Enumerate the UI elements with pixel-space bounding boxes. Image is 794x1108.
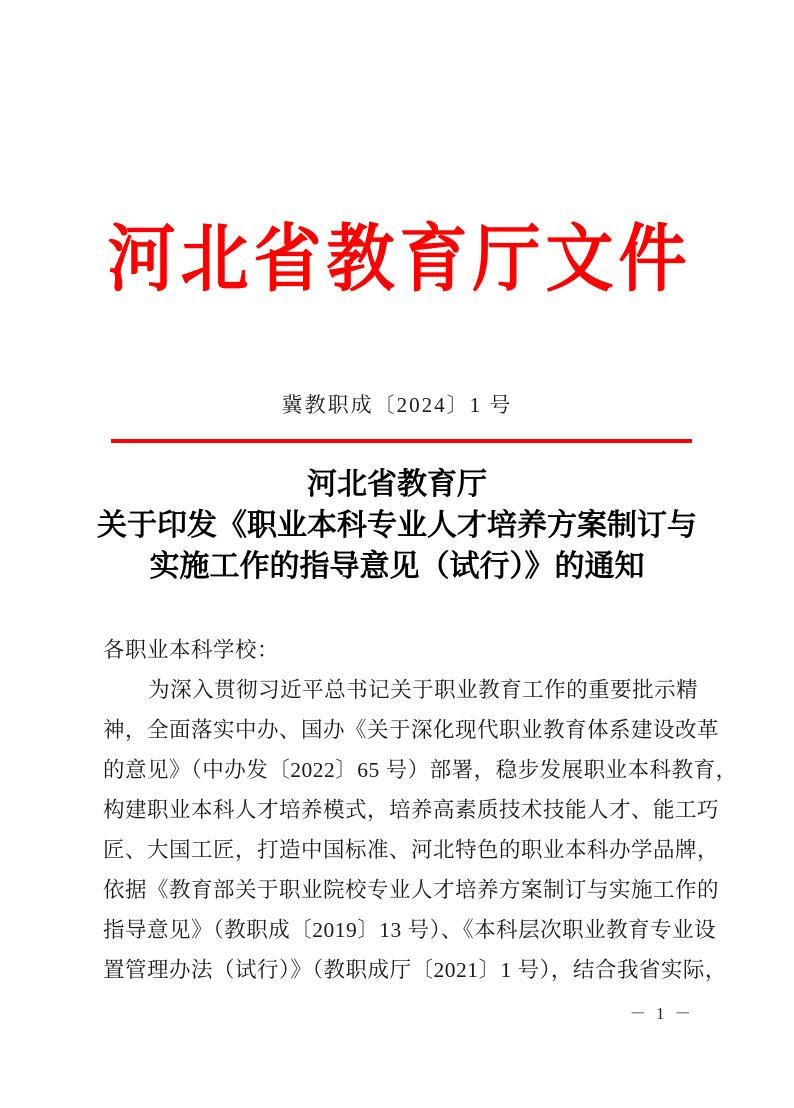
document-title-line-1: 河北省教育厅 — [307, 468, 487, 501]
letterhead-title: 河北省教育厅文件 — [107, 217, 692, 301]
body-text-line: 置管理办法（试行）》（教职成厅〔2021〕1 号），结合我省实际， — [103, 958, 727, 982]
body-text-line: 构建职业本科人才培养模式，培养高素质技术技能人才、能工巧 — [103, 798, 720, 822]
body-text-line: 的意见》（中办发〔2022〕65 号）部署，稳步发展职业本科教育， — [103, 758, 738, 782]
salutation-line: 各职业本科学校： — [103, 638, 280, 662]
body-text-line: 为深入贯彻习近平总书记关于职业教育工作的重要批示精 — [148, 678, 699, 702]
page-number: － 1 － — [629, 1004, 694, 1023]
document-title — [0, 464, 794, 587]
red-divider-rule — [111, 439, 692, 443]
document-title-line-2: 关于印发《职业本科专业人才培养方案制订与 — [97, 509, 697, 542]
body-text-line: 神，全面落实中办、国办《关于深化现代职业教育体系建设改革 — [103, 718, 720, 742]
body-text-line: 指导意见》（教职成〔2019〕13 号）、《本科层次职业教育专业设 — [103, 918, 717, 942]
body-text-line: 匠、大国工匠，打造中国标准、河北特色的职业本科办学品牌， — [103, 838, 720, 862]
document-title-line-3: 实施工作的指导意见（试行）》的通知 — [149, 550, 645, 583]
document-body — [103, 630, 738, 990]
body-text-line: 依据《教育部关于职业院校专业人才培养方案制订与实施工作的 — [103, 878, 720, 902]
document-reference-number: 冀教职成〔2024〕1 号 — [281, 393, 513, 417]
